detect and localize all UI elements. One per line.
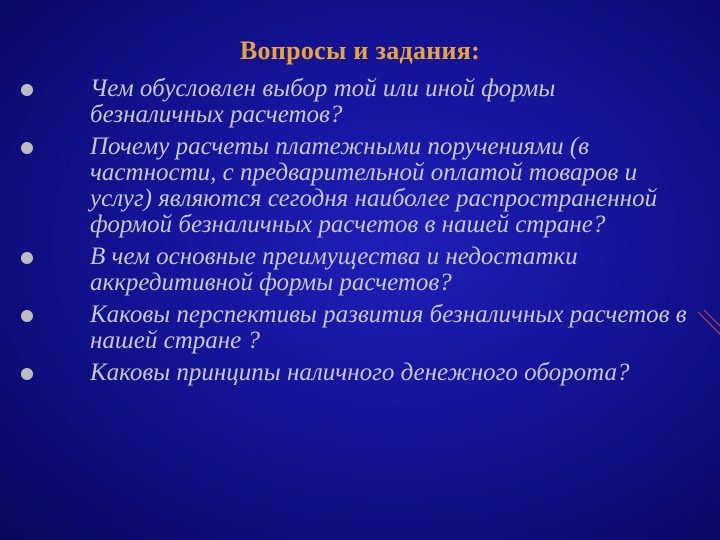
list-item [0, 76, 720, 128]
list-item [0, 360, 720, 386]
list-item-text: Чем обусловлен выбор той или иной формы безналичных расчетов? [90, 75, 556, 128]
list-item-text: В чем основные преимущества и недостатки аккредитивной формы расчетов? [90, 243, 578, 296]
list-item [0, 134, 720, 238]
bullet-icon [21, 368, 33, 380]
list-item-text: Почему расчеты платежными поручениями (в частности, с предварительной оплатой товаров и услуг) являются сегодня наиболее распространенной формой безналичных расчетов в нашей стране? [90, 133, 658, 238]
list-item [0, 302, 720, 354]
questions-list [0, 76, 720, 392]
bullet-icon [21, 142, 33, 154]
slide-title: Вопросы и задания: [239, 36, 481, 65]
bullet-icon [21, 252, 33, 264]
list-item [0, 244, 720, 296]
list-item-text: Каковы перспективы развития безналичных расчетов в нашей стране ? [90, 301, 687, 354]
decorative-lines [690, 300, 720, 350]
list-item-text: Каковы принципы наличного денежного оборота? [90, 359, 630, 386]
bullet-icon [21, 310, 33, 322]
bullet-icon [21, 84, 33, 96]
